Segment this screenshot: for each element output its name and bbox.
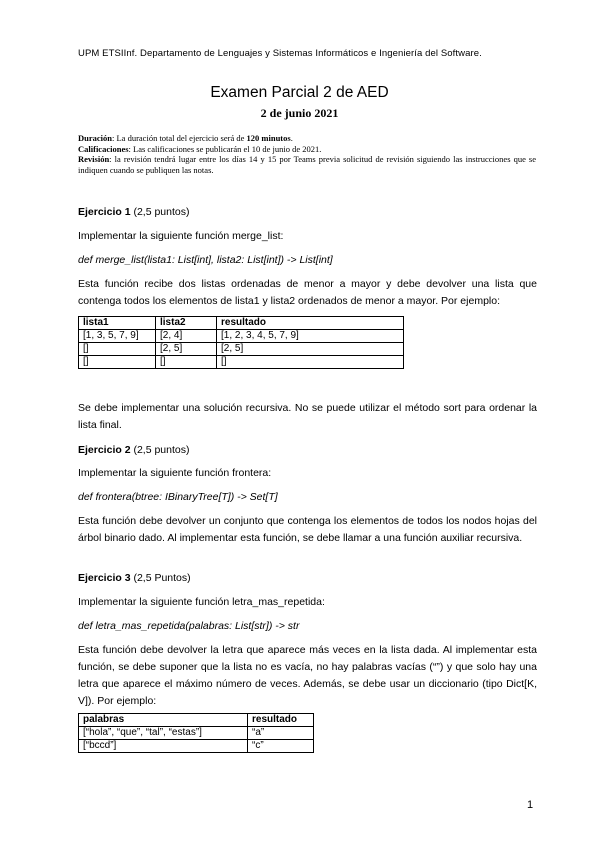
document-header: UPM ETSIInf. Departamento de Lenguajes y Sistemas Informáticos e Ingeniería del Software.	[78, 48, 482, 59]
ej3-title: Ejercicio 3	[78, 572, 131, 584]
ej2-signature-text: def frontera(btree: IBinaryTree[T]) -> Set[T]	[78, 491, 278, 503]
table-row	[79, 330, 404, 343]
table-cell: []	[79, 343, 156, 356]
ej1-signature	[78, 252, 537, 269]
ej1-signature-text: def merge_list(lista1: List[int], lista2: List[int]) -> List[int]	[78, 254, 333, 266]
col-resultado: resultado	[248, 714, 314, 727]
table-header-row	[79, 317, 404, 330]
table-cell: [1, 3, 5, 7, 9]	[79, 330, 156, 343]
duracion-value: 120 minutos	[246, 133, 291, 143]
ej1-title: Ejercicio 1	[78, 206, 131, 218]
table-row	[79, 343, 404, 356]
revision-text: : la revisión tendrá lugar entre los días 14 y 15 por Teams previa solicitud de revisión siguiendo las instrucciones que se indiquen cuando se publiquen las notas.	[78, 154, 536, 175]
table-cell: [2, 5]	[156, 343, 217, 356]
table-cell: [1, 2, 3, 4, 5, 7, 9]	[217, 330, 404, 343]
exam-title: Examen Parcial 2 de AED	[210, 84, 389, 101]
table-cell: [2, 5]	[217, 343, 404, 356]
ej1-description	[78, 276, 537, 310]
duracion-text: : La duración total del ejercicio será de	[112, 133, 247, 143]
ej3-description	[78, 642, 537, 710]
ej1-heading	[78, 204, 537, 221]
ej2-points: (2,5 puntos)	[130, 444, 190, 456]
ej3-description-text: Esta función debe devolver la letra que aparece más veces en la lista dada. Al implementar esta función, se debe suponer que la lista no es vacía, no hay palabras vacías (“”) y que solo hay una letra que aparece el máximo número de veces. Además, se debe usar un diccionario (tipo Dict[K, V]). Por ejemplo:	[78, 644, 537, 707]
table-row	[79, 740, 314, 753]
ej2-description-text: Esta función debe devolver un conjunto que contenga los elementos de todos los nodos hojas del árbol binario dado. Al implementar esta función, se debe llamar a una función auxiliar recursiva.	[78, 515, 537, 544]
table-cell: [“bccd”]	[79, 740, 248, 753]
exam-info	[78, 133, 536, 175]
duracion-end: .	[290, 133, 293, 143]
ej3-heading	[78, 570, 537, 587]
ej2-signature	[78, 489, 537, 506]
ej2-intro	[78, 465, 537, 482]
table-cell: []	[79, 356, 156, 369]
calificaciones-line	[78, 144, 536, 155]
col-lista1: lista1	[79, 317, 156, 330]
table-cell: []	[156, 356, 217, 369]
ej1-intro	[78, 228, 537, 245]
duracion-label: Duración	[78, 133, 112, 143]
ej2-title: Ejercicio 2	[78, 444, 131, 456]
duracion-line	[78, 133, 536, 144]
table-row	[79, 727, 314, 740]
col-lista2: lista2	[156, 317, 217, 330]
ej3-intro-text: Implementar la siguiente función letra_mas_repetida:	[78, 596, 325, 608]
table-row	[79, 356, 404, 369]
table-cell: “a”	[248, 727, 314, 740]
calificaciones-label: Calificaciones	[78, 143, 129, 154]
ej1-points: (2,5 puntos)	[130, 206, 190, 218]
ej1-example-table	[78, 316, 404, 369]
calificaciones-text: : Las calificaciones se publicarán el 10 de junio de 2021.	[128, 143, 322, 154]
revision-label: Revisión	[78, 154, 110, 164]
exam-date: 2 de junio 2021	[260, 106, 339, 120]
ej2-description	[78, 513, 537, 547]
ej3-signature-text: def letra_mas_repetida(palabras: List[str]) -> str	[78, 620, 300, 632]
revision-line	[78, 154, 536, 175]
ej2-intro-text: Implementar la siguiente función frontera:	[78, 467, 272, 479]
col-resultado: resultado	[217, 317, 404, 330]
ej1-note	[78, 400, 537, 434]
ej3-points: (2,5 Puntos)	[130, 572, 191, 584]
ej3-intro	[78, 594, 537, 611]
ej1-intro-text: Implementar la siguiente función merge_list:	[78, 230, 284, 242]
ej2-heading	[78, 442, 537, 459]
table-cell: [2, 4]	[156, 330, 217, 343]
table-cell: “c”	[248, 740, 314, 753]
col-palabras: palabras	[79, 714, 248, 727]
ej3-example-table	[78, 713, 314, 753]
table-cell: []	[217, 356, 404, 369]
ej3-signature	[78, 618, 537, 635]
ej1-note-text: Se debe implementar una solución recursiva. No se puede utilizar el método sort para ordenar la lista final.	[78, 402, 537, 431]
table-header-row	[79, 714, 314, 727]
ej1-description-text: Esta función recibe dos listas ordenadas de menor a mayor y debe devolver una lista que contenga todos los elementos de lista1 y lista2 ordenados de menor a mayor. Por ejemplo:	[78, 278, 537, 307]
table-cell: [“hola”, “que”, “tal”, “estas”]	[79, 727, 248, 740]
page-number: 1	[527, 799, 534, 811]
